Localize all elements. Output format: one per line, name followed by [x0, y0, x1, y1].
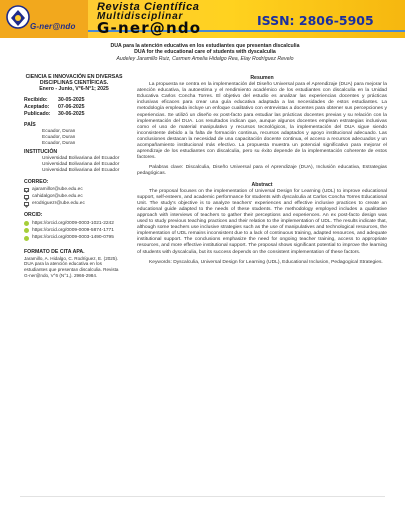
- email-item[interactable]: [24, 201, 124, 207]
- pais-label: PAÍS: [24, 122, 36, 129]
- date-published: [24, 111, 124, 118]
- date-label: Publicado:: [24, 110, 51, 117]
- email-address[interactable]: ajaramillor@ube.edu.ec: [32, 186, 83, 192]
- cite-label: FORMATO DE CITA APA.: [24, 248, 85, 255]
- article-title: [60, 43, 350, 55]
- institution-list: [24, 156, 124, 173]
- institution-item: Universidad Bolivariana del Ecuador: [42, 156, 120, 162]
- date-value: 07-06-2025: [58, 103, 85, 110]
- email-address[interactable]: erodriguezr@ube.edu.ec: [32, 201, 85, 207]
- section-title: CIENCIA E INNOVACIÓN EN DIVERSAS DISCIPLINAS CIENTÍFICAS.: [25, 74, 123, 86]
- pais-item: Ecuador, Duran: [42, 134, 76, 140]
- institution-item: Universidad Bolivariana del Ecuador: [42, 161, 120, 167]
- email-address[interactable]: cahidalgor@ube.edu.ec: [32, 194, 83, 200]
- correo-label: CORREO:: [24, 178, 49, 185]
- orcid-icon: [24, 236, 29, 241]
- keywords: Keywords: Dyscalculia, Universal Design for Learning (UDL), Educational Inclusion, Pedagogical Strategies.: [149, 259, 383, 265]
- issn-label: ISSN: 2806-5905: [257, 13, 374, 28]
- institution-item: Universidad Bolivariana del Ecuador: [42, 167, 120, 173]
- date-label: Aceptado:: [24, 103, 50, 110]
- date-received: [24, 97, 124, 104]
- orcid-item[interactable]: [24, 235, 124, 241]
- date-value: 30-06-2025: [58, 110, 85, 117]
- journal-title-line1: Revista Científica: [97, 1, 200, 13]
- article-title-en: DUA for the educational care of students with dyscalculia: [134, 49, 276, 56]
- resumen-body: La propuesta se centra en la implementación del Diseño Universal para el Aprendizaje (DUA) para mejorar la atención educativa, la autoestima y el rendimiento académico de los estudiantes con discalculia en la Unidad Educativa Carlos Concha Torres. El objetivo del estudio es analizar las experiencias docentes y prácticas inclusivas eficaces para crear una guía educativa adaptada a las necesidades de estos estudiantes. La metodología empleada incluye un enfoque cualitativo con entrevistas a docentes para obtener sus percepciones y experiencias. Se utilizó un diseño ex post-facto para estudiar las prácticas docentes previas y su relación con la implementación del DUA. Los resultados indican que, aunque algunos docentes emplean estrategias inclusivas como el uso de material manipulativo y recursos tecnológicos, la implementación del DUA sigue siendo inconsistente debido a la falta de formación continua, recursos adaptados y apoyo institucional adecuado. Las conclusiones destacan la necesidad de una capacitación docente continua, el acceso a recursos adecuados y un acompañamiento institucional más efectivo. La propuesta muestra un potencial significativo para mejorar el aprendizaje de los estudiantes con discalculia, pero su éxito depende de la implementación coherente de estos factores.: [137, 82, 387, 161]
- pais-item: Ecuador, Duran: [42, 140, 76, 146]
- date-label: Recibido:: [24, 97, 48, 104]
- abstract-body: The proposal focuses on the implementation of Universal Design for Learning (UDL) to improve educational support, self-esteem, and academic performance for students with dyscalculia at Carlos Concha Torres Educational Unit. The study's objective is to analyze teachers' experiences and effective inclusive practices to create an educational guide adapted to the needs of these students. The methodology employed includes a qualitative approach with interviews of teachers to gather their perceptions and experiences. An ex post-facto design was used to study previous teaching practices and their relation to the implementation of UDL. The results indicate that, although some teachers use inclusive strategies such as the use of manipulatives and technological resources, the implementation of UDL remains inconsistent due to a lack of continuous training, adapted resources, and adequate institutional support. The conclusions emphasize the need for ongoing teacher training, access to appropriate resources, and more effective institutional support. The proposal shows significant potential to improve the learning of students with dyscalculia, but its success depends on the consistent implementation of these factors.: [137, 188, 387, 255]
- orcid-link[interactable]: https://orcid.org/0009-0009-5874-1771: [32, 227, 114, 233]
- journal-title-line2: Multidisciplinar: [97, 11, 184, 22]
- envelope-icon: [24, 188, 29, 192]
- cite-text: Jaramillo, A. Hidalgo, C. Rodríguez, E. (2025). DUA para la atención educativa en los estudiantes que presentan discalculia. Revista G-ner@ndo, V°6 (N°1,). 2966-2984.: [24, 255, 119, 278]
- orcid-link[interactable]: https://orcid.org/0009-0003-1021-2242: [32, 220, 114, 226]
- date-value: 30-05-2025: [58, 97, 85, 104]
- journal-title-line3: G-ner@ndo: [97, 19, 202, 37]
- envelope-icon: [24, 202, 29, 206]
- email-item[interactable]: [24, 194, 124, 200]
- abstract-heading: Abstract: [251, 181, 273, 188]
- orcid-icon: [24, 221, 29, 226]
- orcid-item[interactable]: [24, 221, 124, 227]
- page-footer-divider: [20, 496, 385, 497]
- article-title-es: DUA para la atención educativa en los estudiantes que presentan discalculia: [110, 43, 300, 49]
- orcid-item[interactable]: [24, 228, 124, 234]
- abstract-column: [137, 75, 387, 266]
- journal-header: [0, 0, 405, 38]
- pais-list: [24, 129, 124, 146]
- article-authors: Audeley Jaramillo Ruiz, Carmen Amelia Hidalgo Rea, Elay Rodríguez Revelo: [116, 56, 294, 62]
- email-item[interactable]: [24, 187, 124, 193]
- palabras-clave: Palabras clave: Discalculia, Diseño Universal para el Aprendizaje (DUA), Inclusión educativa, Estrategias pedagógicas.: [137, 165, 387, 177]
- article-metadata-column: [24, 75, 124, 278]
- pais-item: Ecuador, Duran: [42, 128, 76, 134]
- orcid-icon: [24, 228, 29, 233]
- resumen-heading: Resumen: [250, 75, 274, 81]
- orcid-link[interactable]: https://orcid.org/0009-0003-1490-0795: [32, 235, 114, 241]
- orcid-label: ORCID:: [24, 212, 43, 219]
- envelope-icon: [24, 195, 29, 199]
- orcid-list: [24, 221, 124, 241]
- logo-wordmark: G-ner@ndo: [30, 22, 76, 31]
- email-list: [24, 187, 124, 207]
- issue-info: Enero - Junio, V°6-N°1; 2025: [39, 85, 109, 92]
- institution-label: INSTITUCIÓN: [24, 149, 58, 156]
- date-accepted: [24, 104, 124, 111]
